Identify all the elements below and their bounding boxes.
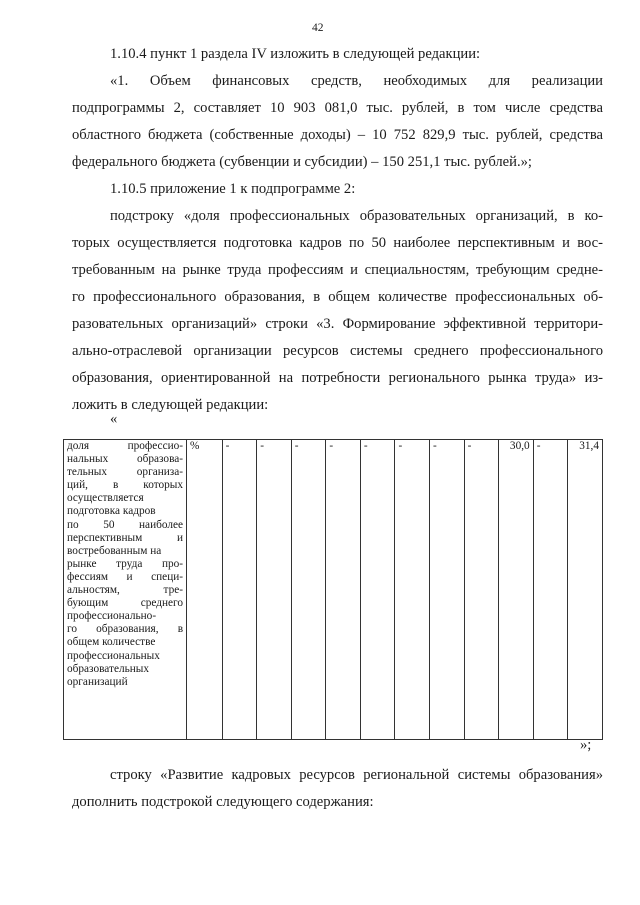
- subline-paragraph: [72, 203, 603, 419]
- paragraph-line: ально-отраслевой организации ресурсов системы среднего профессионального: [72, 343, 603, 359]
- value-cell: -: [257, 440, 292, 740]
- indicator-name-cell: [64, 440, 187, 740]
- value-cell: -: [326, 440, 361, 740]
- indicator-line: востребованным на: [67, 544, 162, 557]
- paragraph-line: «1. Объем финансовых средств, необходимых для реализации: [110, 73, 603, 89]
- indicator-line: альностям, тре-: [67, 584, 184, 597]
- amendment-heading-1-10-5: [72, 176, 603, 203]
- open-quote: «: [110, 411, 118, 427]
- close-quote: »;: [580, 737, 592, 753]
- paragraph-line: дополнить подстрокой следующего содержания:: [72, 794, 374, 810]
- indicator-table: [63, 439, 603, 740]
- value-cell: -: [533, 440, 568, 740]
- paragraph-line: ложить в следующей редакции:: [72, 397, 269, 413]
- value-cell: 30,0: [499, 440, 534, 740]
- value-cell: -: [360, 440, 395, 740]
- financing-paragraph: [72, 68, 603, 176]
- paragraph-line: подпрограммы 2, составляет 10 903 081,0 тыс. рублей, в том числе средства: [72, 100, 603, 116]
- value-cell: -: [222, 440, 257, 740]
- indicator-line: осуществляется: [67, 492, 144, 505]
- paragraph-line: го профессионального образования, в общем количестве профессиональных об-: [72, 289, 603, 305]
- paragraph-line: торых осуществляется подготовка кадров по 50 наиболее перспективным и вос-: [72, 235, 603, 251]
- indicator-line: перспективным и: [67, 531, 184, 544]
- value-cell: 31,4: [568, 440, 603, 740]
- indicator-line: образовательных: [67, 662, 150, 675]
- indicator-line: фессиям и специ-: [67, 570, 184, 583]
- indicator-line: общем количестве: [67, 636, 156, 649]
- indicator-line: го образования, в: [67, 623, 184, 636]
- indicator-line: профессиональных: [67, 649, 160, 662]
- table-row: [64, 440, 603, 740]
- amendment-heading-1-10-4: [72, 41, 603, 68]
- value-cell: -: [464, 440, 499, 740]
- indicator-line: по 50 наиболее: [67, 518, 184, 531]
- indicator-line: организаций: [67, 675, 128, 688]
- indicator-line: нальных образова-: [67, 453, 184, 466]
- indicator-line: доля профессио-: [67, 440, 184, 452]
- heading-line: 1.10.5 приложение 1 к подпрограмме 2:: [110, 181, 356, 197]
- heading-line: 1.10.4 пункт 1 раздела IV изложить в следующей редакции:: [110, 46, 481, 62]
- value-cell: -: [430, 440, 465, 740]
- row-paragraph: [72, 762, 603, 816]
- paragraph-line: образования, ориентированной на потребности регионального рынка труда» из-: [72, 370, 603, 386]
- paragraph-line: строку «Развитие кадровых ресурсов региональной системы образования»: [110, 767, 603, 783]
- paragraph-line: разовательных организаций» строки «3. Формирование эффективной территори-: [72, 316, 603, 332]
- indicator-line: ций, в которых: [67, 479, 184, 492]
- unit-cell: %: [187, 440, 223, 740]
- indicator-line: бующим среднего: [67, 597, 184, 610]
- paragraph-line: областного бюджета (собственные доходы) – 10 752 829,9 тыс. рублей, средства: [72, 127, 603, 143]
- paragraph-line: федерального бюджета (субвенции и субсидии) – 150 251,1 тыс. рублей.»;: [72, 154, 532, 170]
- paragraph-line: подстроку «доля профессиональных образовательных организаций, в ко-: [110, 208, 603, 224]
- value-cell: -: [395, 440, 430, 740]
- indicator-line: профессионально-: [67, 610, 157, 623]
- indicator-line: подготовка кадров: [67, 505, 156, 518]
- paragraph-line: требованным на рынке труда профессиям и специальностям, требующим средне-: [72, 262, 603, 278]
- indicator-line: рынке труда про-: [67, 557, 184, 570]
- page-number: 42: [312, 22, 324, 34]
- value-cell: -: [291, 440, 326, 740]
- indicator-line: тельных организа-: [67, 466, 184, 479]
